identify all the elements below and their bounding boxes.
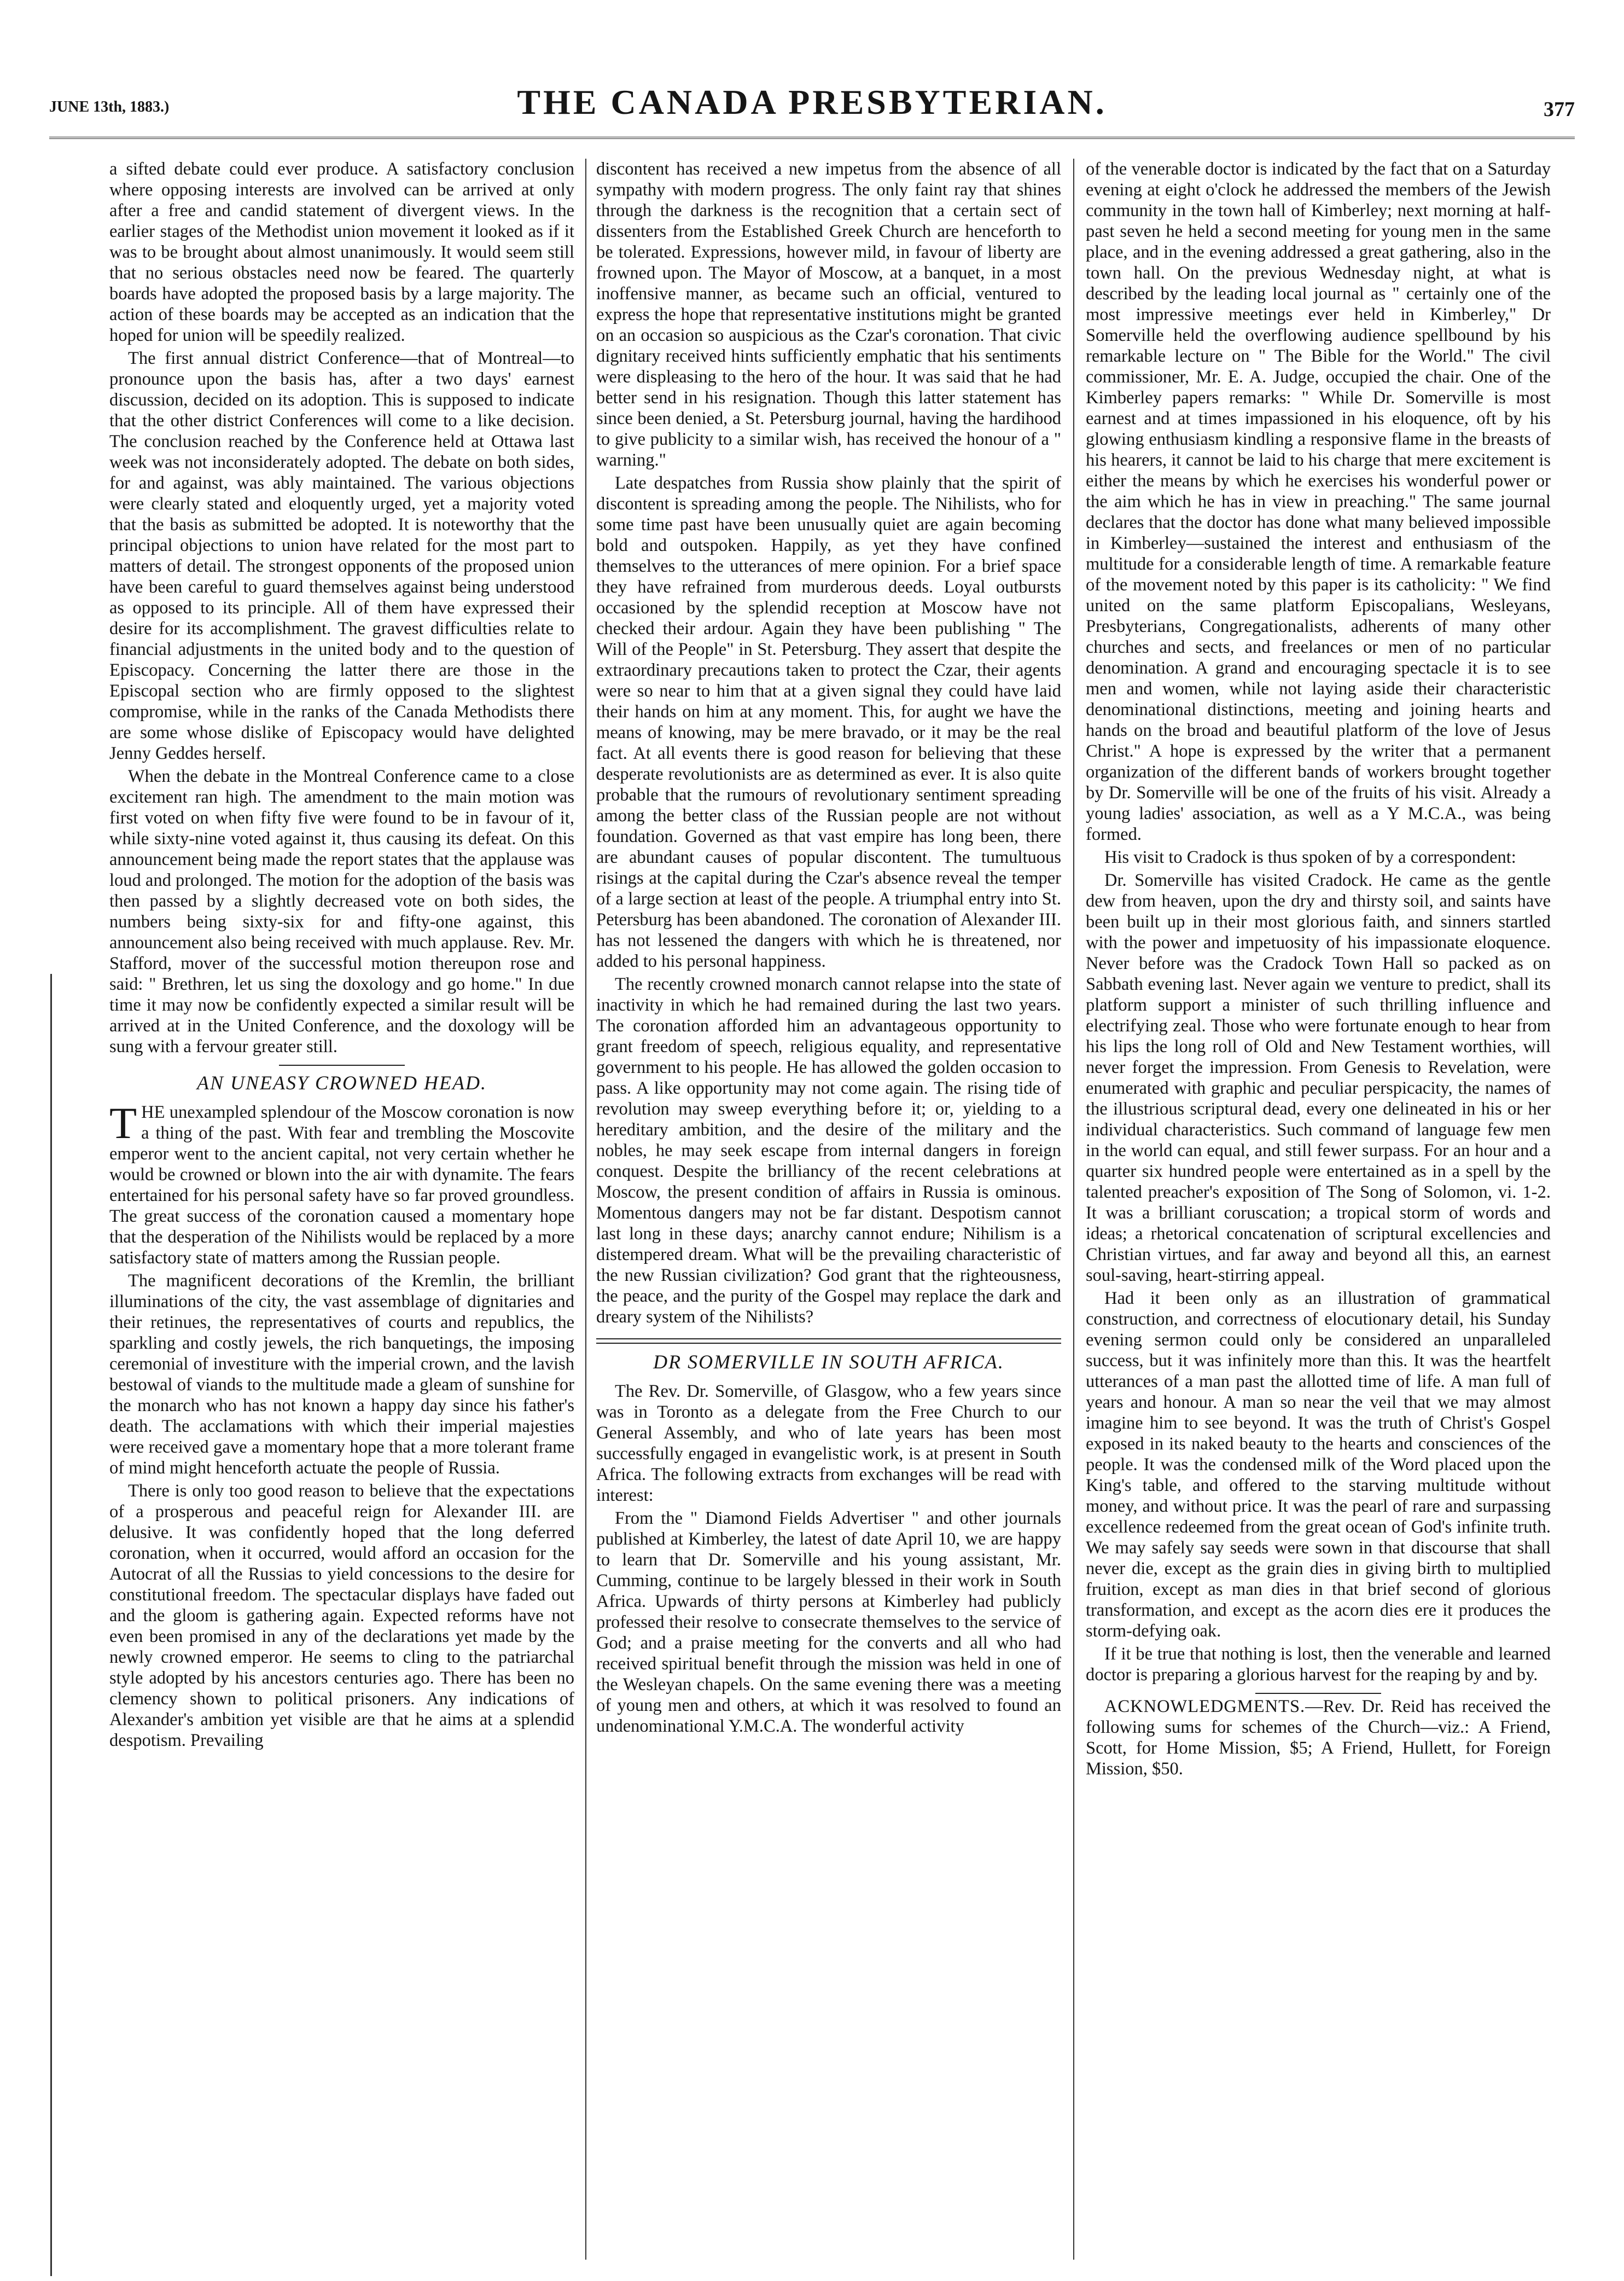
page-number: 377: [1544, 98, 1575, 121]
column-divider: [1073, 159, 1074, 2260]
article-headline: DR SOMERVILLE IN SOUTH AFRICA.: [653, 1351, 1004, 1373]
issue-date: JUNE 13th, 1883.): [49, 98, 170, 115]
margin-rule: [50, 974, 52, 2276]
paragraph: Had it been only as an illustration of grammatical construction, and correctness of elocutionary detail, his Sunday evening sermon could only be considered an unparalleled success, but it was infinitely more than this. It was the heartfelt utterances of a man past the allotted time of life. A man full of years and honour. A man so near the veil that we may almost imagine him to see beyond. It was the truth of Christ's Gospel exposed in its naked beauty to the hearts and consciences of the people. It was the condensed milk of the Word placed upon the King's table, and offered to the starving multitude without money, and without price. It was the pearl of rare and surpassing excellence redeemed from the great ocean of God's infinite truth. We may safely say seeds were sown in that discourse that shall never die, except as the grain dies in giving birth to multiplied fruition, except as man dies in that brief second of glorious transformation, and except as the acorn dies ere it produces the storm-defying oak.: [1086, 1288, 1551, 1641]
paragraph: Late despatches from Russia show plainly that the spirit of discontent is spreading among the people. The Nihilists, who for some time past have been unusually quiet are again becoming bold and outspoken. Happily, as yet they have confined themselves to the utterances of mere opinion. For a brief space they have refrained from murderous deeds. Loyal outbursts occasioned by the splendid reception at Moscow have not checked their ardour. Again they have been publishing " The Will of the People" in St. Petersburg. They assert that despite the extraordinary precautions taken to protect the Czar, their agents were so near to him that at a given signal they could have laid their hands on him at any moment. This, for aught we have the means of knowing, may be mere bravado, or it may be the real fact. At all events there is good reason for believing that these desperate revolutionists are as determined as ever. It is also quite probable that the rumours of revolutionary sentiment spreading among the better class of the Russian people are not without foundation. Governed as that vast empire has long been, there are abundant causes of popular discontent. The tumultuous risings at the capital during the Czar's absence reveal the temper of a large section at least of the people. A triumphal entry into St. Petersburg has been abandoned. The coronation of Alexander III. has not lessened the dangers with which he is threatened, nor added to his personal happiness.: [596, 473, 1061, 971]
paragraph: From the " Diamond Fields Advertiser " and other journals published at Kimberley, the latest of date April 10, we are happy to learn that Dr. Somerville and his young assistant, Mr. Cumming, continue to be largely blessed in their work in South Africa. Upwards of thirty persons at Kimberley had publicly professed their resolve to consecrate themselves to the service of God; and a praise meeting for the converts and all who had received spiritual benefit through the mission was held in one of the Wesleyan chapels. On the same evening there was a meeting of young men and others, at which it was resolved to found an undenominational Y.M.C.A. The wonderful activity: [596, 1508, 1061, 1736]
section-divider: [596, 1338, 1061, 1344]
page-header: [49, 77, 1575, 139]
section-divider: [1255, 1693, 1381, 1694]
paragraph: The magnificent decorations of the Kremlin, the brilliant illuminations of the city, the vast assemblage of dignitaries and their retinues, the representatives of courts and republics, the sparkling and costly jewels, the rich banquetings, the imposing ceremonial of investiture with the imperial crown, and the lavish bestowal of viands to the multitude made a gleam of sunshine for the monarch who has not known a happy day since his father's death. The acclamations with which their imperial majesties were received gave a momentary hope that a more tolerant frame of mind might henceforth actuate the people of Russia.: [109, 1271, 574, 1478]
paragraph: The Rev. Dr. Somerville, of Glasgow, who a few years since was in Toronto as a delegate from the Free Church to our General Assembly, and who of late years has been most successfully engaged in evangelistic work, is at present in South Africa. The following extracts from exchanges will be read with interest:: [596, 1382, 1061, 1505]
article-headline: AN UNEASY CROWNED HEAD.: [197, 1072, 487, 1094]
column-3: [1086, 159, 1551, 1781]
paragraph: of the venerable doctor is indicated by the fact that on a Saturday evening at eight o'clock he addressed the members of the Jewish community in the town hall of Kimberley; next morning at half-past seven he held a second meeting for young men in the same place, and in the evening addressed a great gathering, also in the town hall. On the previous Wednesday night, at what is described by the leading local journal as " certainly one of the most impressive meetings ever held in Kimberley," Dr Somerville held the overflowing audience spellbound by his remarkable lecture on " The Bible for the World." The civil commissioner, Mr. E. A. Judge, occupied the chair. One of the Kimberley papers remarks: " While Dr. Somerville is most earnest and at times impassioned in his eloquence, oft by his glowing enthusiasm kindling a responsive flame in the breasts of his hearers, it cannot be laid to his charge that mere excitement is either the means by which he exercises his wonderful power or the aim which he has in view in preaching." The same journal declares that the doctor has done what many believed impossible in Kimberley—sustained the interest and enthusiasm of the multitude for a considerable length of time. A remarkable feature of the movement noted by this paper is its catholicity: " We find united on the same platform Episcopalians, Wesleyans, Presbyterians, Congregationalists, adherents of many other churches and sects, and freelances or men of no particular denomination. A grand and encouraging spectacle it is to see men and women, while not laying aside their characteristic denominational distinctions, meeting and joining hearts and hands on the broad and beautiful platform of the love of Jesus Christ." A hope is expressed by the writer that a permanent organization of the different bands of workers brought together by Dr. Somerville will be one of the fruits of his visit. Already a young ladies' association, as well as a Y M.C.A., was being formed.: [1086, 159, 1551, 844]
drop-cap: T: [109, 1098, 137, 1148]
column-1: [109, 159, 574, 1753]
paragraph: a sifted debate could ever produce. A satisfactory conclusion where opposing interests are involved can be arrived at only after a free and candid statement of divergent views. In the earlier stages of the Methodist union movement it looked as if it was to be brought about almost unanimously. It would seem still that no serious obstacles need now be feared. The quarterly boards have adopted the proposed basis by a large majority. The action of these boards may be accepted as an indication that the hoped for union will be speedily realized.: [109, 159, 574, 345]
acknowledgments-text: —Rev. Dr. Reid has received the following sums for schemes of the Church—viz.: A Friend, Scott, for Home Mission, $5; A Friend, Hullett, for Foreign Mission, $50.: [1086, 1697, 1551, 1779]
column-divider: [585, 159, 586, 2260]
acknowledgments: [1086, 1696, 1551, 1779]
paragraph: discontent has received a new impetus from the absence of all sympathy with modern progress. The only faint ray that shines through the darkness is the recognition that a certain sect of dissenters from the Established Greek Church are henceforth to be tolerated. Expressions, however mild, in favour of liberty are frowned upon. The Mayor of Moscow, at a banquet, in a most inoffensive manner, as became such an official, ventured to express the hope that representative institutions might be granted on an occasion so auspicious as the Czar's coronation. That civic dignitary received hints sufficiently emphatic that his sentiments were displeasing to the hero of the hour. It was said that he had better send in his resignation. Though this latter statement has since been denied, a St. Petersburg journal, having the hardihood to give publicity to a similar wish, has received the honour of a " warning.": [596, 159, 1061, 470]
section-divider: [279, 1065, 405, 1066]
column-2: [596, 159, 1061, 1739]
paragraph: When the debate in the Montreal Conference came to a close excitement ran high. The amendment to the main motion was first voted on when fifty five were found to be in favour of it, while sixty-nine voted against it, thus causing its defeat. On this announcement being made the report states that the applause was loud and prolonged. The motion for the adoption of the basis was then passed by a slightly decreased vote on both sides, the numbers being sixty-six for and fifty-one against, this announcement also being received with much applause. Rev. Mr. Stafford, mover of the successful motion thereupon rose and said: " Brethren, let us sing the doxology and go home." In due time it may now be confidently expected a similar result will be arrived at in the United Conference, and the doxology will be sung with a fervour greater still.: [109, 767, 574, 1057]
masthead-title: THE CANADA PRESBYTERIAN.: [517, 83, 1107, 121]
paragraph: If it be true that nothing is lost, then the venerable and learned doctor is preparing a glorious harvest for the reaping by and by.: [1086, 1644, 1551, 1685]
paragraph: Dr. Somerville has visited Cradock. He came as the gentle dew from heaven, upon the dry and thirsty soil, and saints have been built up in their most glorious faith, and sinners startled with the power and impetuosity of his impassionate eloquence. Never before was the Cradock Town Hall so packed as on Sabbath evening last. Never again we venture to predict, shall its platform support a minister of such thrilling influence and electrifying zeal. Those who were fortunate enough to hear from his lips the long roll of Old and New Testament worthies, will never forget the impression. From Genesis to Revelation, were enumerated with graphic and peculiar perspicacity, the names of the illustrious scriptural dead, every one delineated in his or her individual characteristics. Such command of language few men in the world can equal, and still fewer surpass. For an hour and a quarter six hundred people were entertained as in a spell by the talented preacher's exposition of The Song of Solomon, vi. 1-2. It was a brilliant coruscation; a tropical storm of words and ideas; a rhetorical concatenation of scriptural excellencies and Christian virtues, and far away and beyond all this, an earnest soul-saving, heart-stirring appeal.: [1086, 870, 1551, 1285]
paragraph-text: HE unexampled splendour of the Moscow coronation is now a thing of the past. With fear and trembling the Moscovite emperor went to the ancient capital, not very certain whether he would be crowned or blown into the air with dynamite. The fears entertained for his personal safety have so far proved groundless. The great success of the coronation caused a momentary hope that the desperation of the Nihilists would be replaced by a more satisfactory state of matters among the Russian people.: [109, 1102, 574, 1268]
paragraph: There is only too good reason to believe that the expectations of a prosperous and peaceful reign for Alexander III. are delusive. It was confidently hoped that the long deferred coronation, when it occurred, would afford an occasion for the Autocrat of all the Russias to yield concessions to the desire for constitutional freedom. The spectacular displays have faded out and the gloom is gathering again. Expected reforms have not even been promised in any of the declarations yet made by the newly crowned emperor. He seems to cling to the patriarchal style adopted by his ancestors centuries ago. There has been no clemency shown to political prisoners. Any indications of Alexander's ambition yet visible are that he aims at a splendid despotism. Prevailing: [109, 1481, 574, 1750]
paragraph: The first annual district Conference—that of Montreal—to pronounce upon the basis has, after a two days' earnest discussion, decided on its adoption. This is supposed to indicate that the other district Conferences will come to a like decision. The conclusion reached by the Conference held at Ottawa last week was not inconsiderately adopted. The debate on both sides, for and against, was ably maintained. The various objections were clearly stated and eloquently urged, yet a majority voted that the basis as submitted be adopted. It is noteworthy that the principal objections to union have related for the most part to matters of detail. The strongest opponents of the proposed union have been careful to guard themselves against being understood as opposed to its principle. All of them have expressed their desire for its accomplishment. The gravest difficulties relate to financial adjustments in the united body and to the question of Episcopacy. Concerning the latter there are those in the Episcopal section who are firmly opposed to the slightest compromise, while in the ranks of the Canada Methodists there are some whose dislike of Episcopacy would have delighted Jenny Geddes herself.: [109, 349, 574, 763]
paragraph: His visit to Cradock is thus spoken of by a correspondent:: [1104, 848, 1516, 867]
paragraph: The recently crowned monarch cannot relapse into the state of inactivity in which he had remained during the last two years. The coronation afforded him an advantageous opportunity to grant freedom of speech, religious equality, and representative government to his people. He has allowed the golden occasion to pass. A like opportunity may not come again. The rising tide of revolution may sweep everything before it; or, yielding to a hereditary ambition, and the desire of the military and the nobles, he may seek escape from internal dangers in foreign conquest. Despite the brilliancy of the recent celebrations at Moscow, the present condition of affairs in Russia is ominous. Momentous dangers may not be far distant. Despotism cannot last long in these days; anarchy cannot endure; Nihilism is a distempered dream. What will be the prevailing characteristic of the new Russian civilization? God grant that the righteousness, the peace, and the purity of the Gospel may replace the dark and dreary system of the Nihilists?: [596, 974, 1061, 1327]
acknowledgments-label: ACKNOWLEDGMENTS.: [1104, 1697, 1306, 1716]
paragraph: [109, 1098, 574, 1268]
